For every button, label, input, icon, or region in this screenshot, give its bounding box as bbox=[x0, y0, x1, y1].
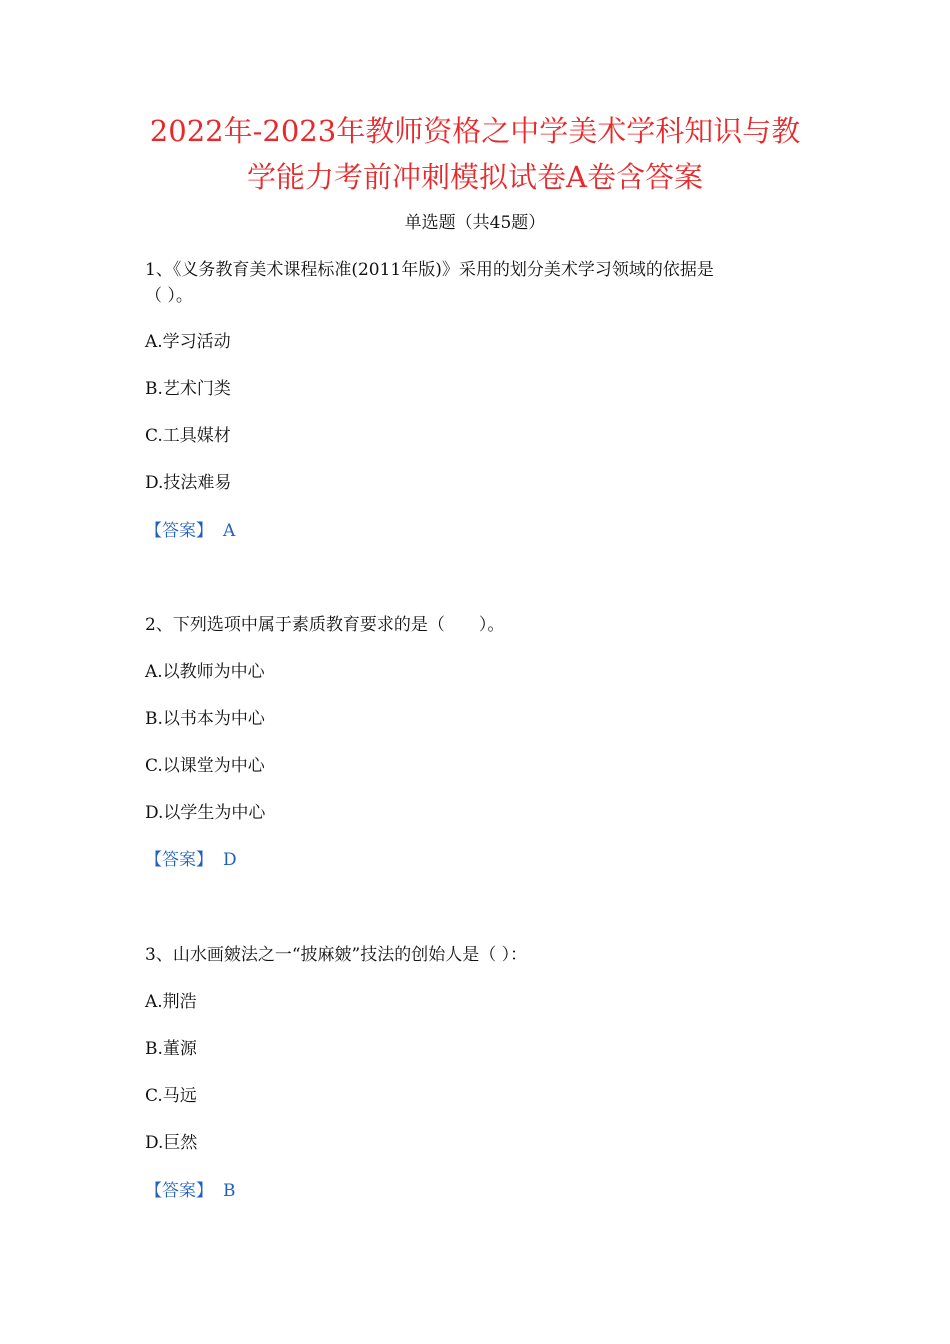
question-2-stem: 2、下列选项中属于素质教育要求的是（ ）。 bbox=[145, 615, 505, 635]
question-1-stem-line-1: 1、《义务教育美术课程标准(2011年版)》采用的划分美术学习领域的依据是 bbox=[145, 260, 714, 280]
document-title bbox=[120, 108, 830, 200]
title-line-1: 2022年-2023年教师资格之中学美术学科知识与教 bbox=[149, 114, 801, 148]
answer-tag: 【答案】 bbox=[145, 521, 213, 541]
question-1-option-a: A.学习活动 bbox=[145, 332, 231, 352]
question-1-option-d: D.技法难易 bbox=[145, 473, 232, 493]
question-2-option-a: A.以教师为中心 bbox=[145, 662, 265, 682]
title-line-2: 学能力考前冲刺模拟试卷A卷含答案 bbox=[247, 160, 703, 194]
question-1-stem-line-2: （ ）。 bbox=[145, 286, 193, 306]
question-3-stem: 3、山水画皴法之一“披麻皴”技法的创始人是（ ）： bbox=[145, 945, 528, 965]
answer-value: A bbox=[223, 521, 236, 541]
question-3-option-c: C.马远 bbox=[145, 1086, 197, 1106]
question-2-answer bbox=[145, 848, 237, 872]
question-1-option-b: B.艺术门类 bbox=[145, 379, 231, 399]
question-3-option-a: A.荆浩 bbox=[145, 992, 197, 1012]
question-3-answer bbox=[145, 1179, 236, 1203]
question-2-option-c: C.以课堂为中心 bbox=[145, 756, 265, 776]
question-2-option-b: B.以书本为中心 bbox=[145, 709, 265, 729]
answer-value: D bbox=[223, 850, 237, 870]
answer-value: B bbox=[223, 1181, 236, 1201]
question-3-option-d: D.巨然 bbox=[145, 1133, 198, 1153]
answer-tag: 【答案】 bbox=[145, 850, 213, 870]
section-heading: 单选题（共45题） bbox=[404, 213, 546, 233]
question-3-option-b: B.董源 bbox=[145, 1039, 197, 1059]
answer-tag: 【答案】 bbox=[145, 1181, 213, 1201]
question-1-answer bbox=[145, 519, 235, 543]
question-1-option-c: C.工具媒材 bbox=[145, 426, 231, 446]
question-2-option-d: D.以学生为中心 bbox=[145, 803, 266, 823]
